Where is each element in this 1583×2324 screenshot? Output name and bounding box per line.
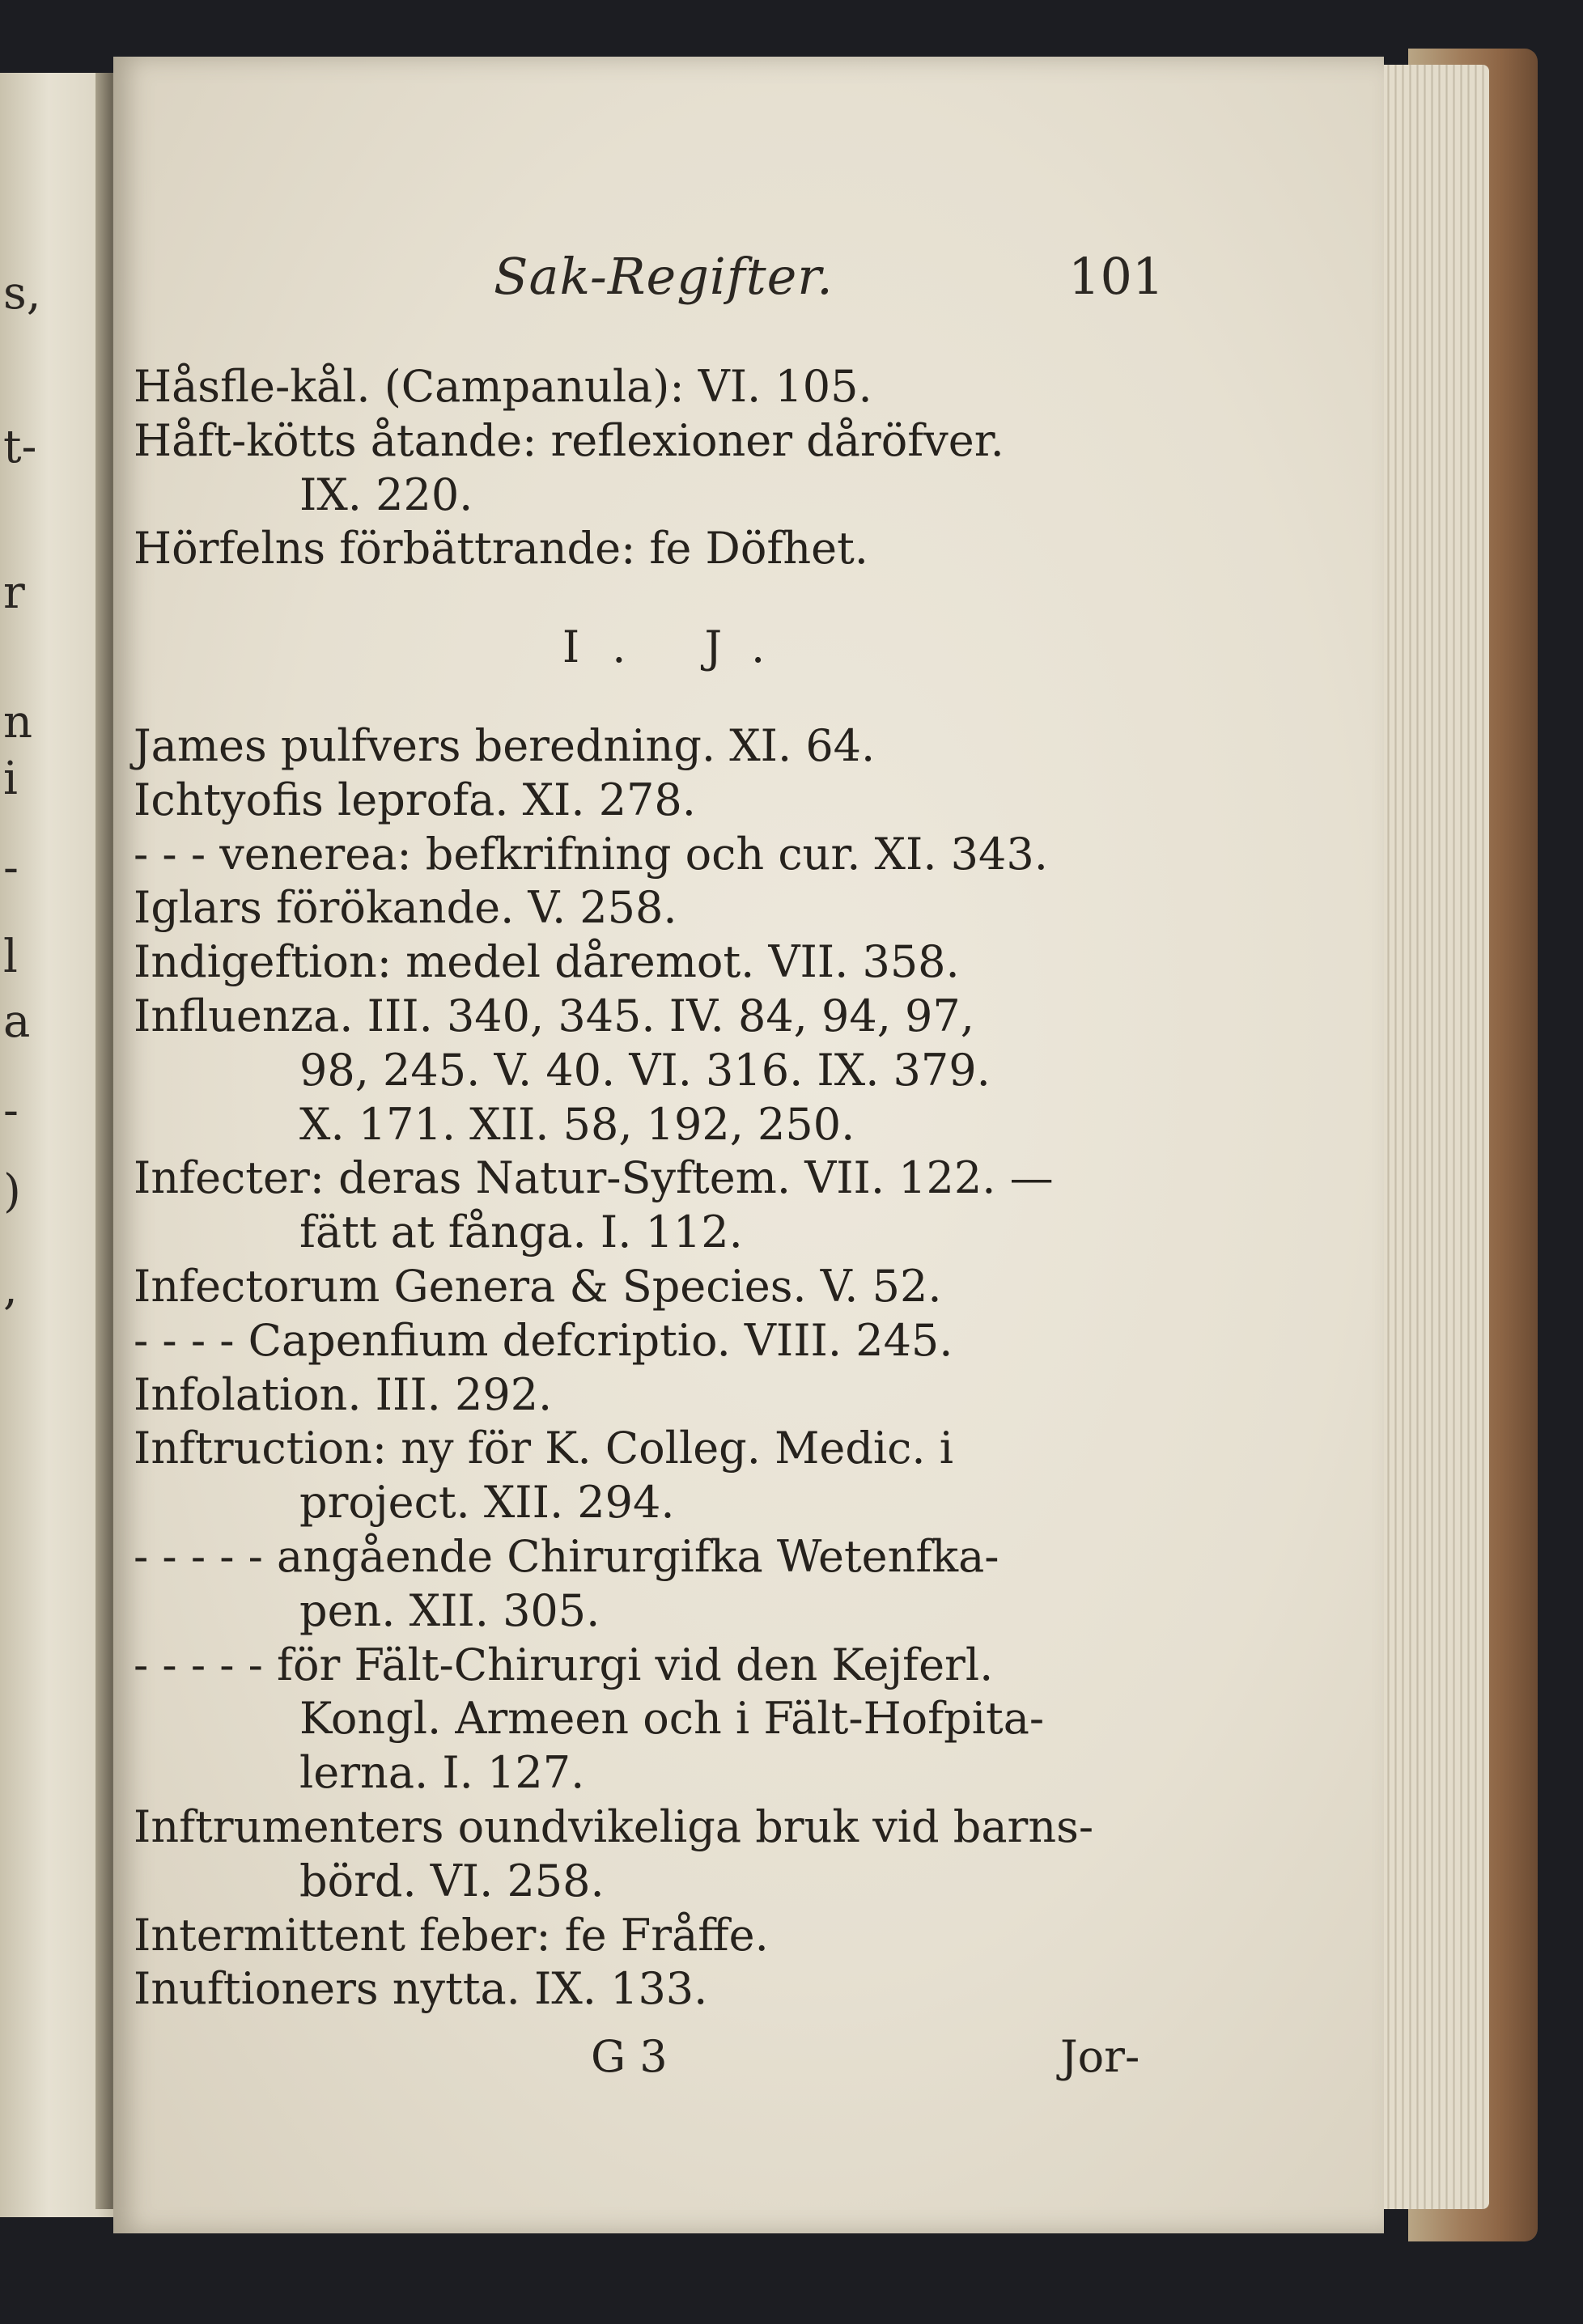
left-page-text-fragment: r <box>3 566 25 619</box>
section-gap <box>134 675 1323 719</box>
register-entry: Inftrumenters oundvikeliga bruk vid barns- <box>134 1800 1094 1852</box>
left-page-text-fragment: , <box>3 1262 18 1315</box>
left-page-text-fragment: a <box>3 995 31 1048</box>
left-page-text-fragment: - <box>3 1084 19 1137</box>
register-entry: Influenza. III. 340, 345. IV. 84, 94, 97, <box>134 990 974 1041</box>
section-gap <box>134 576 1323 621</box>
left-page-text-fragment: n <box>3 696 33 749</box>
register-entry: börd. VI. 258. <box>299 1855 605 1906</box>
register-entry: project. XII. 294. <box>299 1477 675 1529</box>
running-head: Sak-Regifter. <box>494 247 834 306</box>
register-entry: Infolation. III. 292. <box>134 1368 553 1420</box>
register-entry: X. 171. XII. 58, 192, 250. <box>299 1098 855 1150</box>
register-entry: Intermittent feber: fe Fråffe. <box>134 1909 769 1961</box>
left-page-text-fragment: - <box>3 842 19 894</box>
register-entry: - - - - - angående Chirurgifka Wetenfka- <box>134 1530 999 1582</box>
catchword: Jor- <box>1060 2031 1140 2082</box>
register-entry: Iglars förökande. V. 258. <box>134 882 677 934</box>
register-entry: Håsfle-kål. (Campanula): VI. 105. <box>134 361 872 412</box>
left-page-text-fragment: s, <box>3 267 41 320</box>
page-header <box>113 247 1384 312</box>
register-entry: Ichtyofis leprofa. XI. 278. <box>134 774 696 825</box>
register-entry: Håft-kötts åtande: reflexioner dåröfver. <box>134 414 1004 466</box>
register-entry: Inftruction: ny för K. Colleg. Medic. i <box>134 1423 954 1474</box>
entries-h-section <box>134 360 1323 576</box>
register-entry: Infectorum Genera & Species. V. 52. <box>134 1260 942 1312</box>
left-page-text-fragment: l <box>3 931 18 983</box>
left-page-text-fragment: t- <box>3 421 37 473</box>
register-entries <box>134 360 1323 2017</box>
signature-mark: G 3 <box>591 2031 668 2082</box>
book-page <box>113 57 1384 2233</box>
section-heading: I. J. <box>562 621 798 673</box>
register-entry: James pulfvers beredning. XI. 64. <box>134 719 876 771</box>
register-entry: Inuftioners nytta. IX. 133. <box>134 1963 708 2015</box>
register-entry: - - - - Capenfium defcriptio. VIII. 245. <box>134 1314 953 1366</box>
register-entry: IX. 220. <box>299 469 473 520</box>
register-entry: Hörfelns förbättrande: fe Döfhet. <box>134 523 868 575</box>
register-entry: - - - venerea: befkrifning och cur. XI. 343. <box>134 828 1048 880</box>
left-page-text-fragment: i <box>3 753 18 805</box>
page-footer <box>113 2031 1384 2088</box>
register-entry: Infecter: deras Natur-Syftem. VII. 122. — <box>134 1152 1054 1204</box>
left-page-text-fragment: ) <box>3 1165 21 1218</box>
register-entry: fätt at fånga. I. 112. <box>299 1207 743 1258</box>
register-entry: - - - - - för Fält-Chirurgi vid den Kejferl. <box>134 1639 994 1690</box>
page-number: 101 <box>1068 247 1165 306</box>
register-entry: pen. XII. 305. <box>299 1584 601 1636</box>
register-entry: Indigeftion: medel dåremot. VII. 358. <box>134 936 960 988</box>
page-edges <box>1368 65 1489 2209</box>
entries-ij-section <box>134 719 1323 2017</box>
register-entry: lerna. I. 127. <box>299 1747 585 1799</box>
register-entry: Kongl. Armeen och i Fält-Hofpita- <box>299 1693 1045 1745</box>
register-entry: 98, 245. V. 40. VI. 316. IX. 379. <box>299 1044 991 1096</box>
